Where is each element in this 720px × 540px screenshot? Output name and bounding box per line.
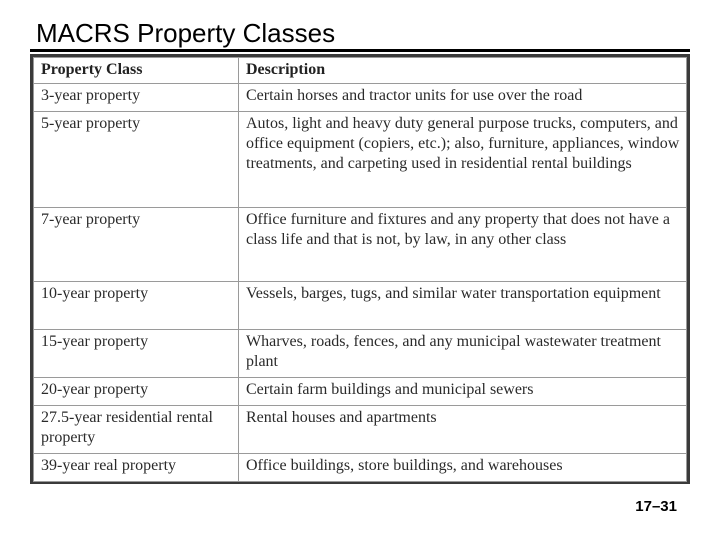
property-class-cell: 7-year property (34, 208, 239, 282)
property-class-cell: 27.5-year residential rental property (34, 406, 239, 454)
description-cell: Office buildings, store buildings, and warehouses (239, 454, 687, 482)
table-row (34, 84, 687, 112)
property-class-table-frame (30, 54, 690, 484)
property-class-cell: 10-year property (34, 282, 239, 330)
description-cell: Office furniture and fixtures and any property that does not have a class life and that is not, by law, in any other class (239, 208, 687, 282)
property-class-cell: 15-year property (34, 330, 239, 378)
table-row (34, 112, 687, 208)
description-cell: Autos, light and heavy duty general purpose trucks, computers, and office equipment (copiers, etc.); also, furniture, appliances, window treatments, and carpeting used in residential rental buildings (239, 112, 687, 208)
property-class-cell: 39-year real property (34, 454, 239, 482)
column-header-property-class: Property Class (34, 58, 239, 84)
table-row (34, 282, 687, 330)
title-divider (30, 49, 690, 52)
table-row (34, 454, 687, 482)
page-title: MACRS Property Classes (36, 18, 336, 48)
description-cell: Certain horses and tractor units for use over the road (239, 84, 687, 112)
description-cell: Certain farm buildings and municipal sewers (239, 378, 687, 406)
description-cell: Wharves, roads, fences, and any municipal wastewater treatment plant (239, 330, 687, 378)
page-number: 17–31 (635, 498, 677, 515)
table-header-row (34, 58, 687, 84)
description-cell: Vessels, barges, tugs, and similar water transportation equipment (239, 282, 687, 330)
column-header-description: Description (239, 58, 687, 84)
property-class-cell: 20-year property (34, 378, 239, 406)
description-cell: Rental houses and apartments (239, 406, 687, 454)
property-class-cell: 5-year property (34, 112, 239, 208)
table-row (34, 378, 687, 406)
table-row (34, 208, 687, 282)
property-class-cell: 3-year property (34, 84, 239, 112)
table-row (34, 330, 687, 378)
property-class-table (33, 57, 687, 482)
table-row (34, 406, 687, 454)
